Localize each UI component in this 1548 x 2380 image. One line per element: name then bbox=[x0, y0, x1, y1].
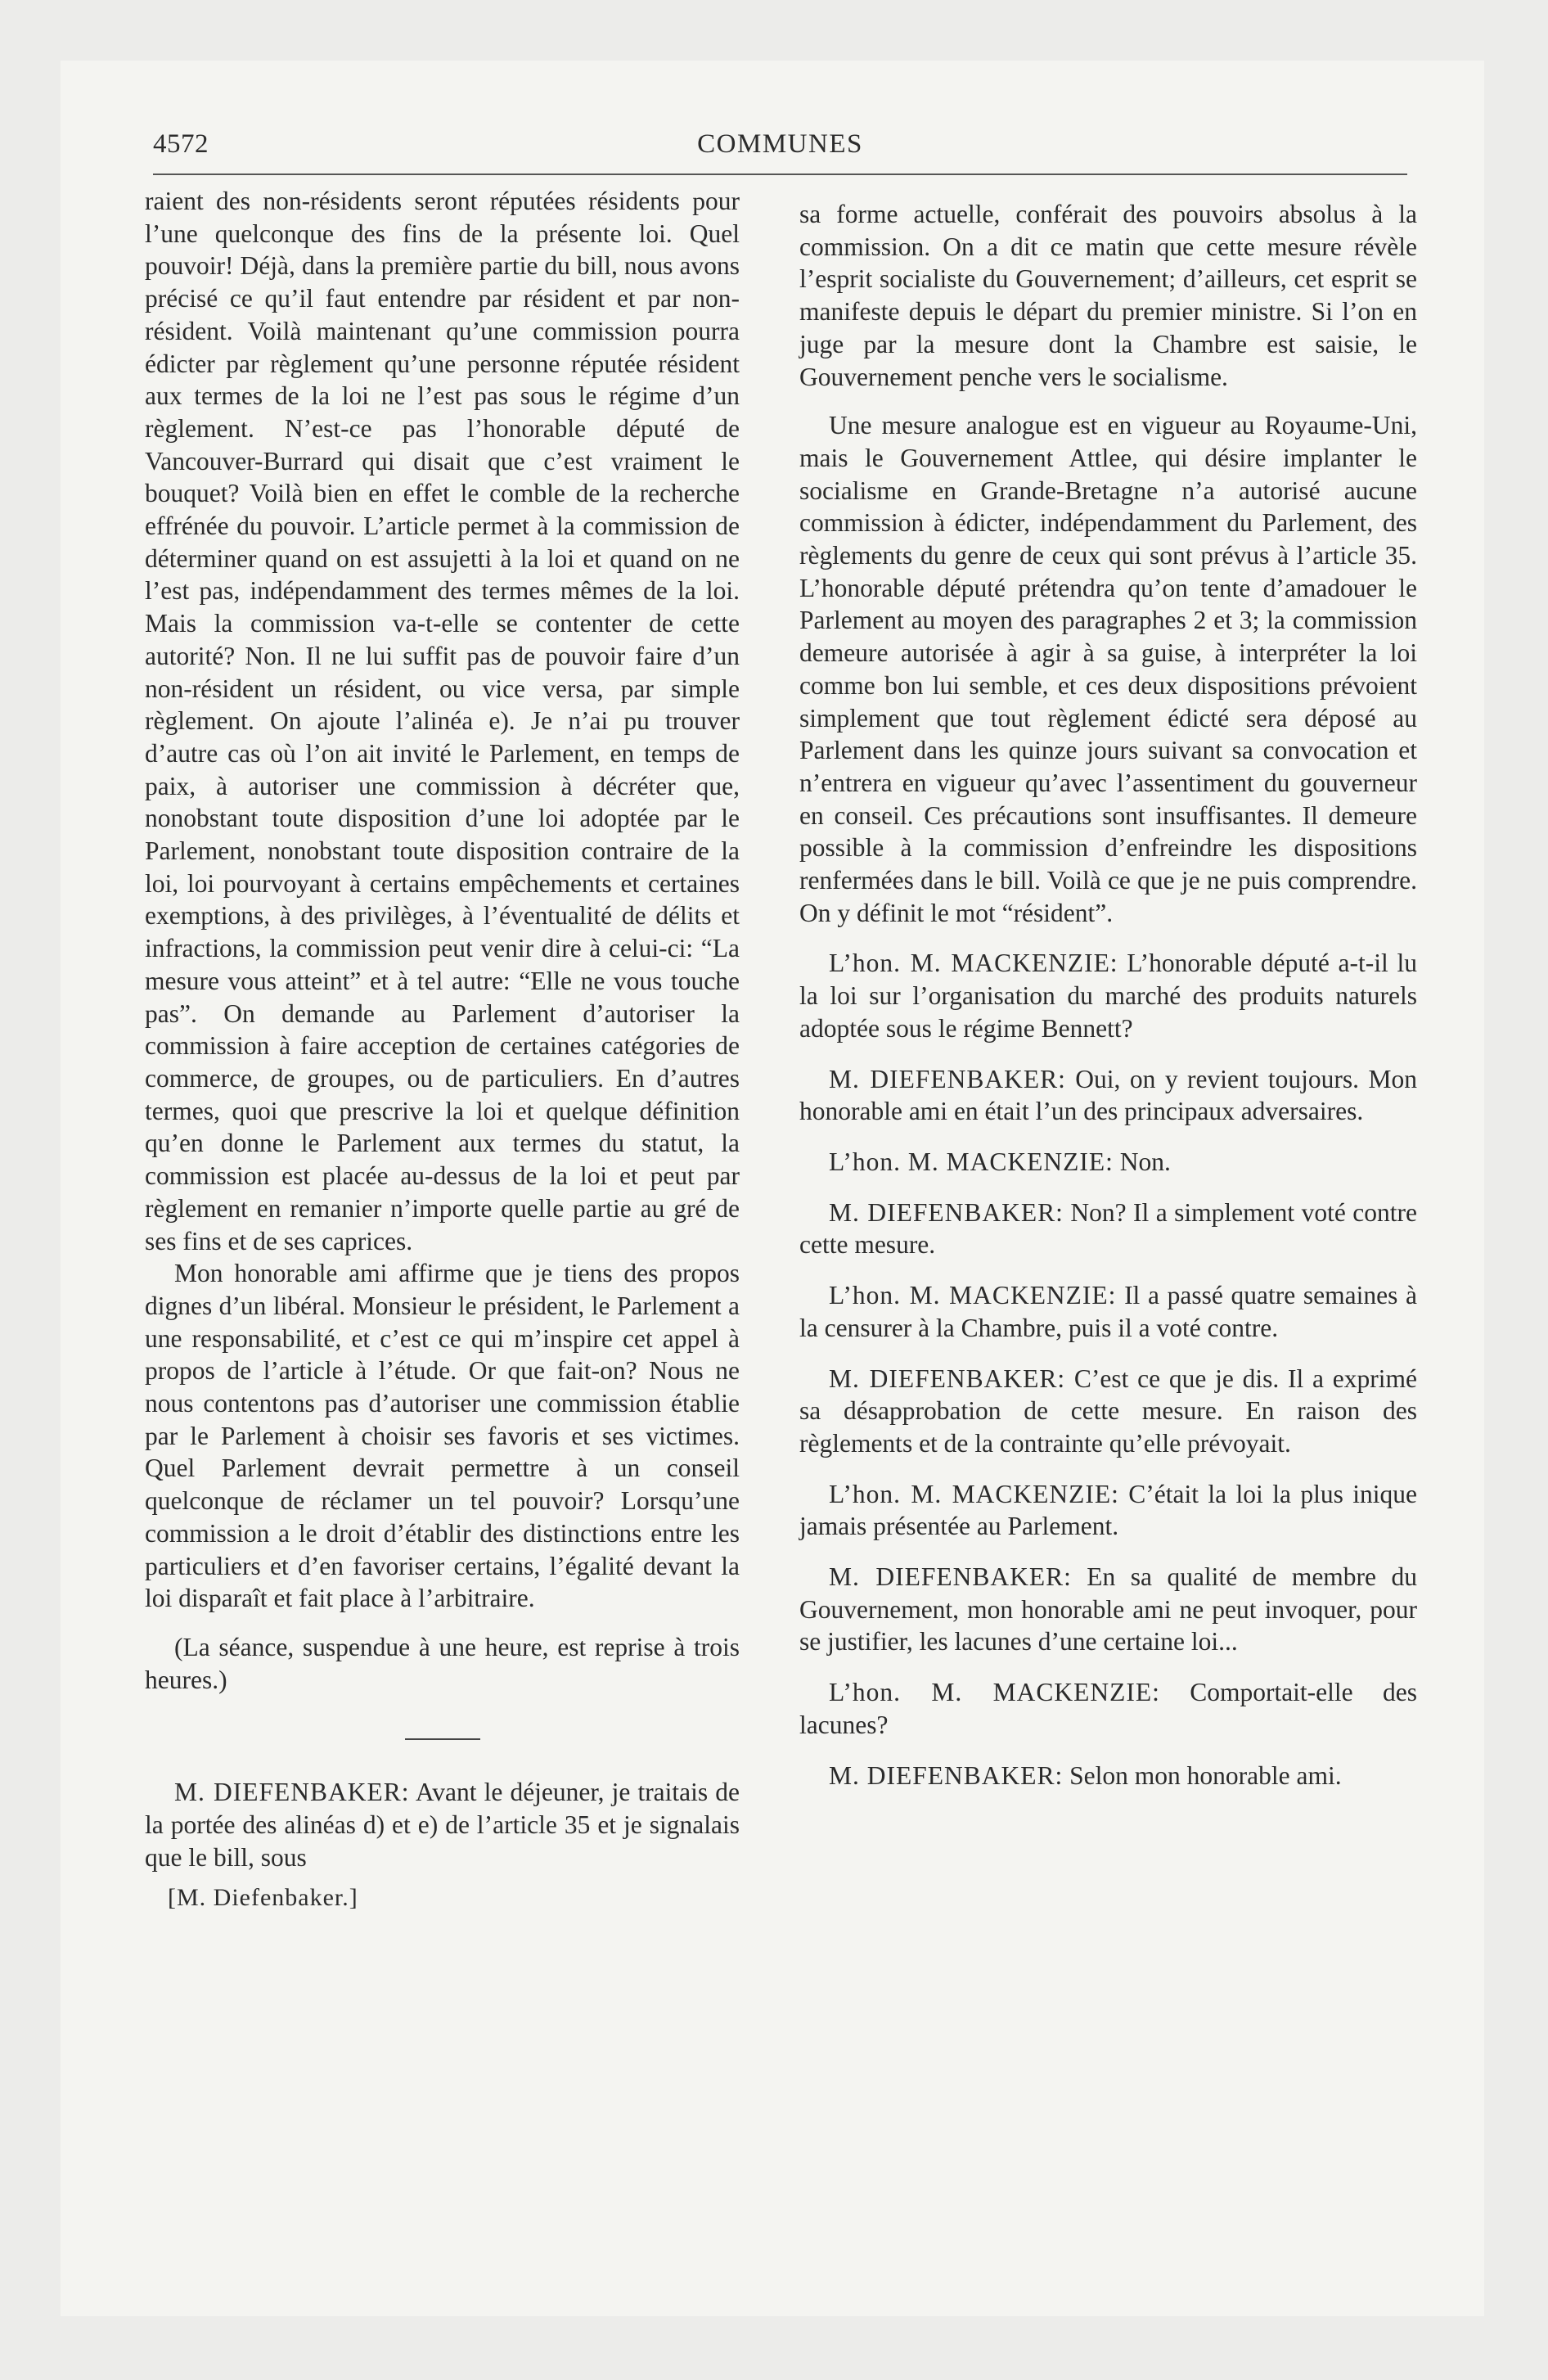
speech-paragraph bbox=[799, 947, 1417, 1044]
speech-text: Comportait-elle des lacunes? bbox=[799, 1678, 1418, 1739]
speech-paragraph bbox=[799, 1363, 1417, 1460]
speech-text: En sa qualité de membre du Gouvernement, mon honorable ami ne peut invoquer, pour se justifier, les lacunes d’une certaine loi... bbox=[799, 1562, 1417, 1657]
speech-text: Non. bbox=[1113, 1147, 1171, 1176]
speech-text: Selon mon honorable ami. bbox=[1063, 1760, 1342, 1790]
paragraph: Mon honorable ami affirme que je tiens des propos dignes d’un libéral. Monsieur le président, le Parlement a une responsabilité, et c’est ce qui m’inspire cet appel à propos de l’article à l’étude. Or que fait-on? Nous ne nous contentons pas d’autoriser une commission établie par le Parlement à choisir ses favoris et ses victimes. Quel Parlement devrait permettre à un conseil quelconque de réclamer un tel pouvoir? Lorsqu’une commission a le droit d’établir des distinctions entre les particuliers et d’en favoriser certains, l’égalité devant la loi disparaît et fait place à l’arbitraire. bbox=[145, 1259, 740, 1613]
speaker-name: L’hon. M. MACKENZIE: bbox=[829, 1147, 1114, 1176]
speech-paragraph bbox=[799, 1197, 1417, 1261]
paragraph: Une mesure analogue est en vigueur au Royaume-Uni, mais le Gouvernement Attlee, qui désire implanter le socialisme en Grande-Bretagne n’a autorisé aucune commission à édicter, indépendamment du Parlement, des règlements du genre de ceux qui sont prévus à l’article 35. L’honorable député prétendra qu’on tente d’amadouer le Parlement au moyen des paragraphes 2 et 3; la commission demeure autorisée à agir à sa guise, à interpréter la loi comme bon lui semble, et ces deux dispositions prévoient simplement que tout règlement édicté sera déposé au Parlement dans les quinze jours suivant sa convocation et n’entrera en vigueur qu’avec l’assentiment du gouverneur en conseil. Ces précautions sont insuffisantes. Il demeure possible à la commission d’enfreindre les dispositions renfermées dans le bill. Voilà ce que je ne puis comprendre. On y définit le mot “résident”. bbox=[799, 411, 1417, 927]
recess-note: (La séance, suspendue à une heure, est reprise à trois heures.) bbox=[145, 1632, 740, 1694]
speech-paragraph bbox=[145, 1776, 740, 1873]
header-rule bbox=[153, 174, 1407, 175]
speaker-signature: [M. Diefenbaker.] bbox=[168, 1884, 358, 1912]
running-title: COMMUNES bbox=[697, 129, 863, 159]
speech-text: L’honorable député a-t-il lu la loi sur l’organisation du marché des produits naturels adoptée sous le régime Bennett? bbox=[799, 949, 1417, 1043]
speaker-name: L’hon. M. MACKENZIE: bbox=[829, 1479, 1119, 1508]
speaker-name: M. DIEFENBAKER: bbox=[829, 1562, 1072, 1592]
speaker-name: L’hon. M. MACKENZIE: bbox=[829, 1281, 1117, 1310]
speaker-name: M. DIEFENBAKER: bbox=[829, 1760, 1064, 1790]
speech-text: C’était la loi la plus inique jamais présentée au Parlement. bbox=[799, 1479, 1417, 1541]
speech-paragraph bbox=[799, 1279, 1417, 1344]
left-column bbox=[145, 185, 740, 1914]
paragraph: sa forme actuelle, conférait des pouvoirs absolus à la commission. On a dit ce matin que cette mesure révèle l’esprit socialiste du Gouvernement; d’ailleurs, cet esprit se manifeste depuis le départ du premier ministre. Si l’on en juge par la mesure dont la Chambre est saisie, le Gouvernement penche vers le socialisme. bbox=[799, 200, 1417, 391]
speech-text: C’est ce que je dis. Il a exprimé sa désapprobation de cette mesure. En raison des règlements et de la contrainte qu’elle prévoyait. bbox=[799, 1364, 1417, 1458]
speaker-name: M. DIEFENBAKER: bbox=[174, 1778, 410, 1807]
page-header bbox=[153, 129, 1407, 165]
speech-paragraph bbox=[799, 1676, 1417, 1741]
paragraph: raient des non-résidents seront réputées résidents pour l’une quelconque des fins de la présente loi. Quel pouvoir! Déjà, dans la première partie du bill, nous avons précisé ce qu’il faut entendre par résident et par non-résident. Voilà maintenant qu’une commission pourra édicter par règlement qu’une personne réputée résident aux termes de la loi ne l’est pas sous le régime d’un règlement. N’est-ce pas l’honorable député de Vancouver-Burrard qui disait que c’est vraiment le bouquet? Voilà bien en effet le comble de la recherche effrénée du pouvoir. L’article permet à la commission de déterminer quand on est assujetti à la loi et quand on ne l’est pas, indépendamment des termes mêmes de la loi. Mais la commission va-t-elle se contenter de cette autorité? Non. Il ne lui suffit pas de pouvoir faire d’un non-résident un résident, ou vice versa, par simple règlement. On ajoute l’alinéa e). Je n’ai pu trouver d’autre cas où l’on ait invité le Parlement, en temps de paix, à autoriser une commission à décréter que, nonobstant toute disposition d’une loi adoptée par le Parlement, nonobstant toute disposition contraire de la loi, loi pourvoyant à certains empêchements et certaines exemptions, à des privilèges, à l’éventualité de délits et infractions, la commission peut venir dire à celui-ci: “La mesure vous atteint” et à tel autre: “Elle ne vous touche pas”. On demande au Parlement d’autoriser la commission à faire acception de certaines catégories de commerce, de groupes, ou de particuliers. En d’autres termes, quoi que prescrive la loi et quelque définition qu’en donne le Parlement aux termes du statut, la commission est placée au-dessus de la loi et peut par règlement en remanier n’importe quelle partie au gré de ses fins et de ses caprices. bbox=[145, 187, 740, 1255]
speech-paragraph bbox=[799, 1561, 1417, 1658]
speaker-name: M. DIEFENBAKER: bbox=[829, 1364, 1066, 1393]
speaker-name: L’hon. M. MACKENZIE: bbox=[829, 1678, 1160, 1707]
speech-text: Il a passé quatre semaines à la censurer à la Chambre, puis il a voté contre. bbox=[799, 1281, 1417, 1342]
speech-text: Non? Il a simplement voté contre cette mesure. bbox=[799, 1197, 1418, 1260]
page-number: 4572 bbox=[153, 129, 209, 159]
speaker-name: L’hon. M. MACKENZIE: bbox=[829, 949, 1118, 978]
right-column bbox=[799, 198, 1417, 1792]
speech-paragraph bbox=[799, 1760, 1417, 1792]
speech-text: Avant le déjeuner, je traitais de la portée des alinéas d) et e) de l’article 35 et je signalais que le bill, sous bbox=[145, 1778, 740, 1872]
speech-paragraph bbox=[799, 1063, 1417, 1128]
speaker-name: M. DIEFENBAKER: bbox=[829, 1197, 1064, 1227]
section-divider bbox=[405, 1738, 480, 1740]
speech-text: Oui, on y revient toujours. Mon honorable ami en était l’un des principaux adversaires. bbox=[799, 1064, 1418, 1126]
speech-paragraph bbox=[799, 1478, 1417, 1543]
speaker-name: M. DIEFENBAKER: bbox=[829, 1064, 1066, 1093]
speech-paragraph bbox=[799, 1146, 1417, 1179]
